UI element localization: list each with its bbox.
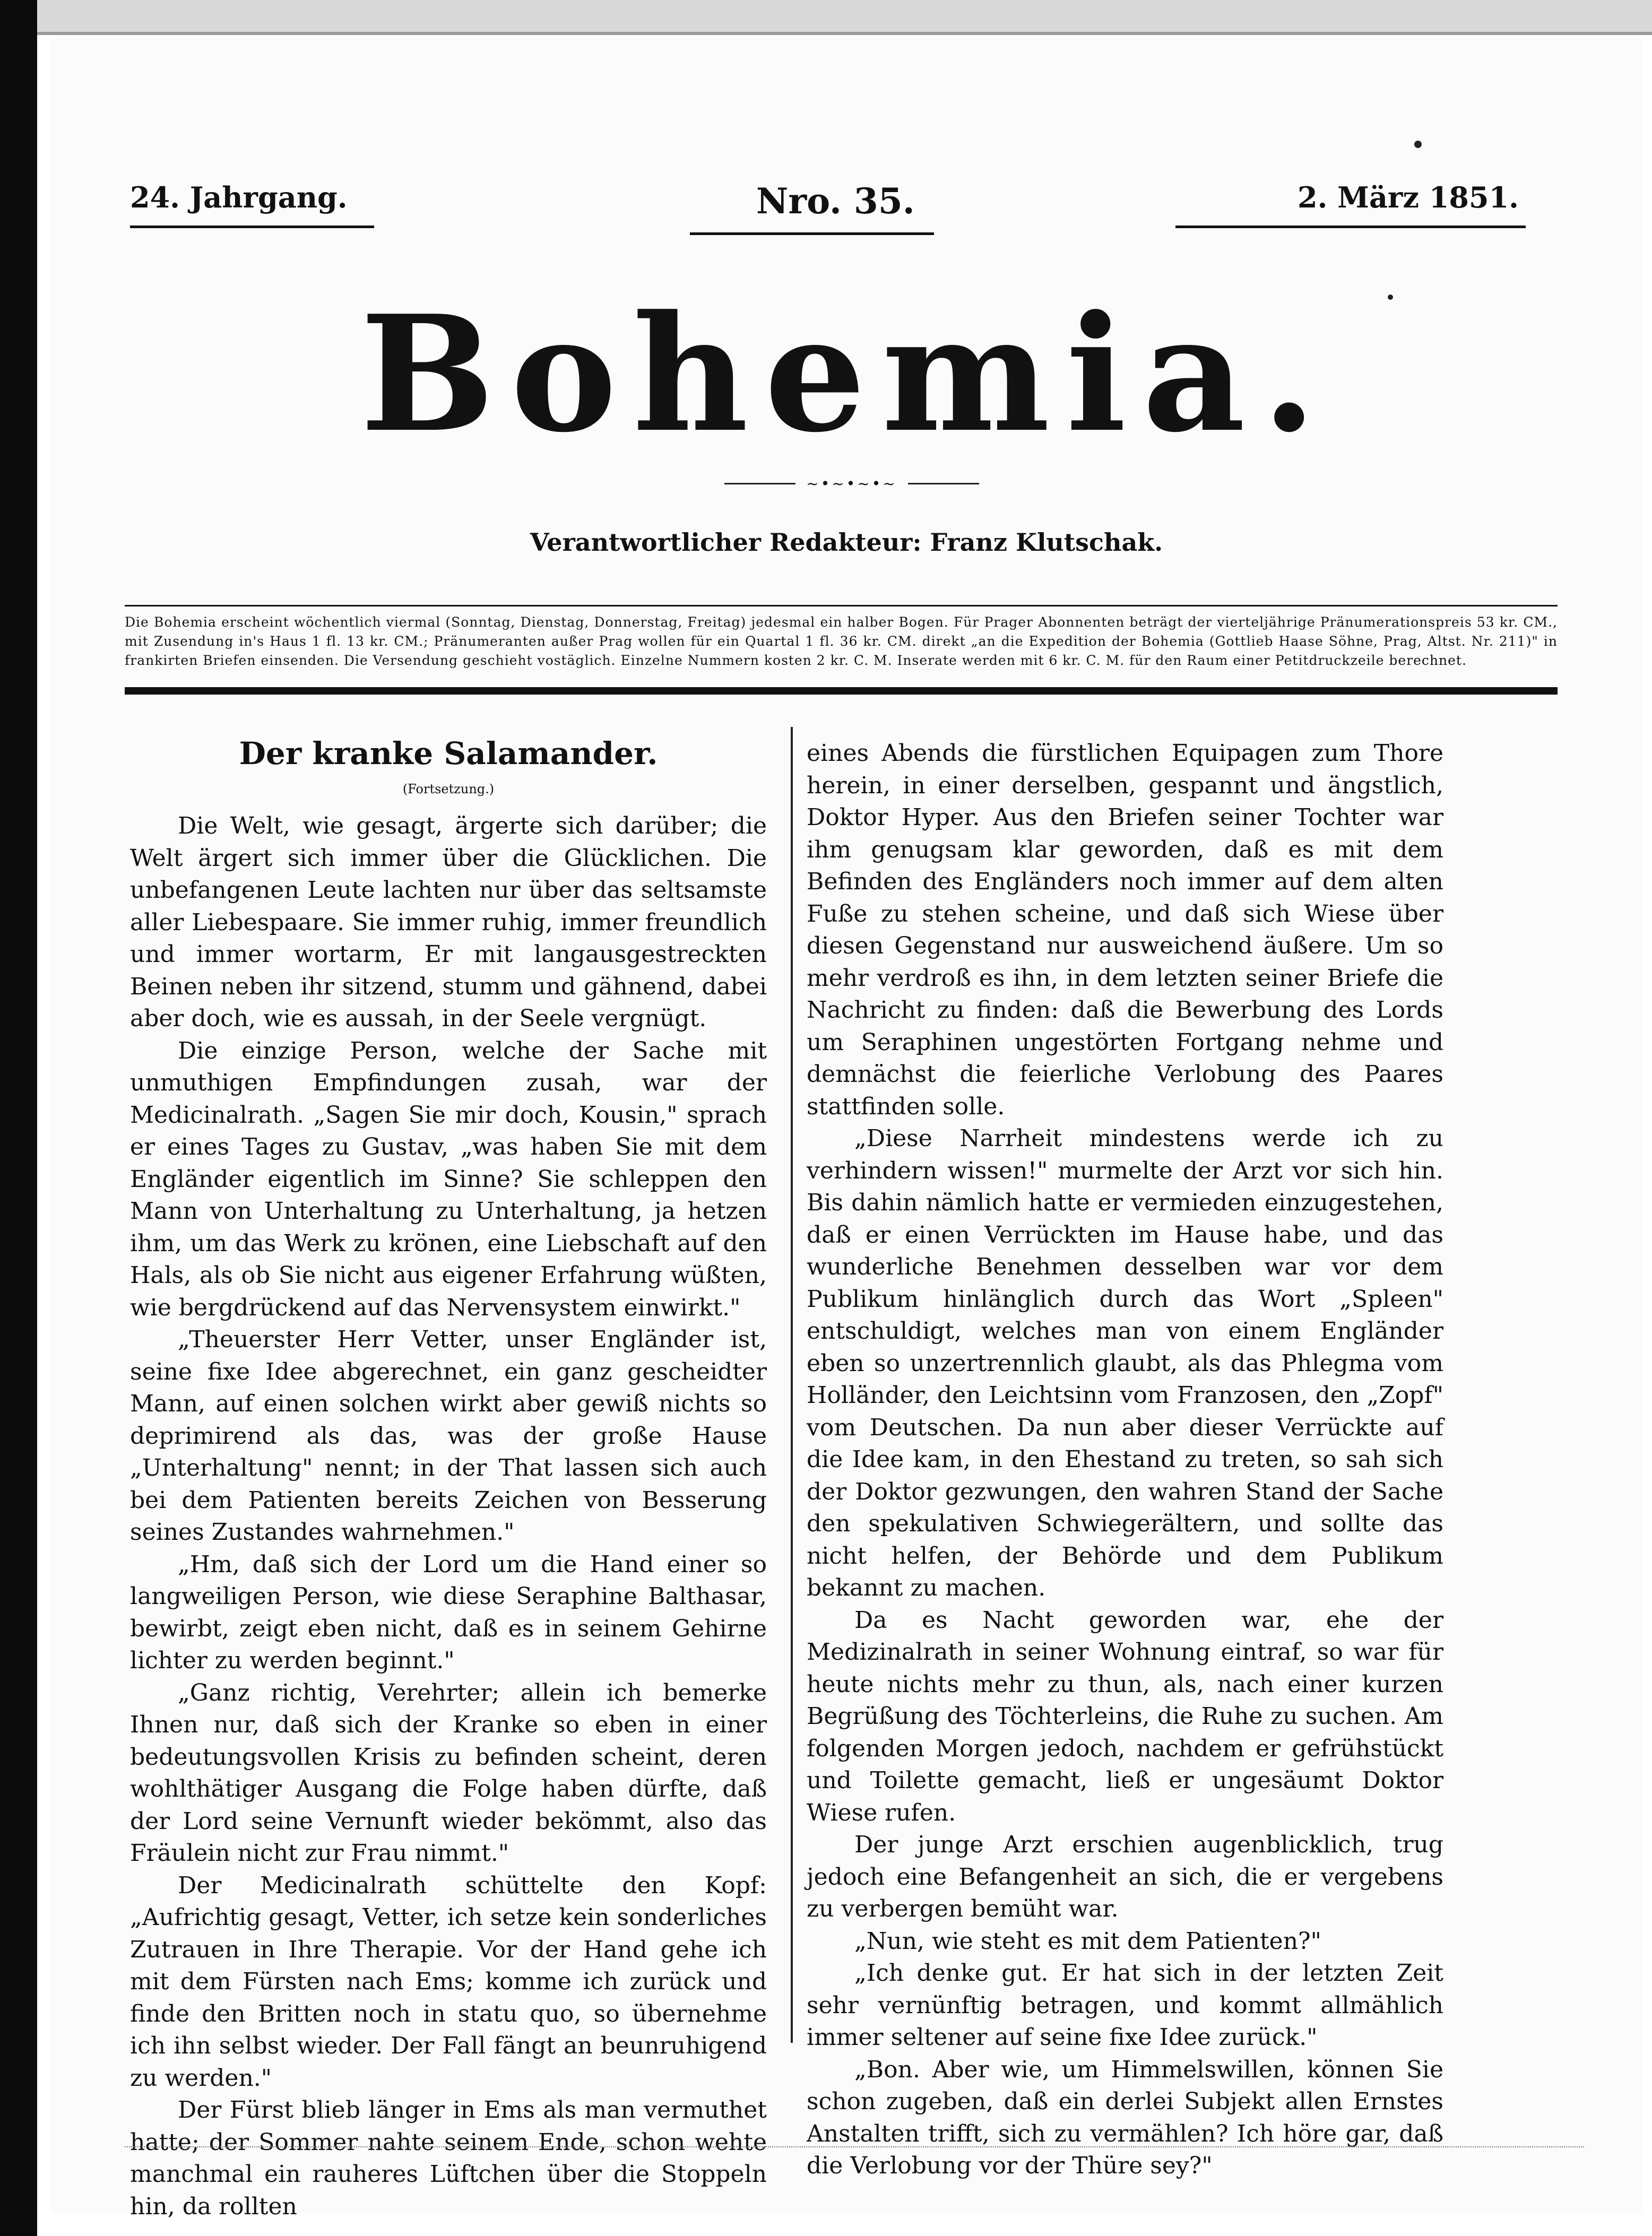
page-bottom-edge	[125, 2146, 1584, 2158]
masthead-row	[130, 180, 1536, 265]
paragraph: Die einzige Person, welche der Sache mit unmuthigen Empfindungen zusah, war der Medicinalrath. „Sagen Sie mir doch, Kousin," sprach er eines Tages zu Gustav, „was haben Sie mit dem Engländer eigentlich im Sinne? Sie schleppen den Mann von Unterhaltung zu Unterhaltung, ja hetzen ihm, um das Werk zu krönen, eine Liebschaft auf den Hals, als ob Sie nicht aus eigener Erfahrung wüßten, wie bergdrückend auf das Nervensystem einwirkt."	[130, 1037, 767, 1321]
subscription-notice: Die Bohemia erscheint wöchentlich viermal (Sonntag, Dienstag, Donnerstag, Freitag) jedesmal ein halber Bogen. Für Prager Abonnenten beträgt der vierteljährige Pränumerationspreis 53 kr. CM., mit Zusendung in's Haus 1 fl. 13 kr. CM.; Pränumeranten außer Prag wollen für ein Quartal 1 fl. 36 kr. CM. direkt „an die Expedition der Bohemia (Gottlieb Haase Söhne, Prag, Altst. Nr. 211)" in frankirten Briefen einsenden. Die Versendung geschieht vostäglich. Einzelne Nummern kosten 2 kr. C. M. Inserate werden mit 6 kr. C. M. für den Raum einer Petitdruckzeile berechnet.	[125, 614, 1558, 668]
continuation-note: (Fortsetzung.)	[402, 781, 495, 796]
paragraph: „Nun, wie steht es mit dem Patienten?"	[854, 1927, 1321, 1955]
ink-speck	[1388, 294, 1393, 300]
article-column-right	[807, 738, 1443, 2182]
newspaper-page	[50, 37, 1642, 2220]
masthead-rule-left	[130, 226, 374, 228]
article-column-left	[130, 735, 767, 2223]
scan-border-top	[37, 0, 1652, 35]
article-title: Der kranke Salamander.	[239, 735, 658, 772]
paragraph: „Ganz richtig, Verehrter; allein ich bemerke Ihnen nur, daß sich der Kranke so eben in einer bedeutungsvollen Krisis zu befinden scheint, deren wohlthätiger Ausgang die Folge haben dürfte, daß der Lord seine Vernunft wieder bekömmt, also das Fräulein nicht zur Frau nimmt."	[130, 1679, 767, 1867]
editor-line: Verantwortlicher Redakteur: Franz Klutschak.	[530, 528, 1163, 557]
paragraph: Die Welt, wie gesagt, ärgerte sich darüber; die Welt ärgert sich immer über die Glücklichen. Die unbefangenen Leute lachten nur über das seltsamste aller Liebespaare. Sie immer ruhig, immer freundlich und immer wortarm, Er mit langausgestreckten Beinen neben ihr sitzend, stumm und gähnend, dabei aber doch, wie es aussah, in der Seele vergnügt.	[130, 812, 767, 1032]
masthead-rule-center	[690, 232, 934, 235]
paragraph: „Diese Narrheit mindestens werde ich zu verhindern wissen!" murmelte der Arzt vor sich hin. Bis dahin nämlich hatte er vermieden einzugestehen, daß er einen Verrückten im Hause habe, und das wunderliche Benehmen desselben war vor dem Publikum hinlänglich durch das Wort „Spleen" entschuldigt, welches man von einem Engländer eben so unzertrennlich glaubt, als das Phlegma vom Holländer, den Leichtsinn vom Franzosen, den „Zopf" vom Deutschen. Da nun aber dieser Verrückte auf die Idee kam, in den Ehestand zu treten, so sah sich der Doktor gezwungen, den wahren Stand der Sache den spekulativen Schwiegerältern, und sollte das nicht helfen, der Behörde und dem Publikum bekannt zu machen.	[807, 1125, 1443, 1601]
ornament-glyph: ~•~•~•~	[795, 475, 907, 492]
paragraph: Der Fürst blieb länger in Ems als man vermuthet hatte; der Sommer nahte seinem Ende, schon wehte manchmal ein rauheres Lüftchen über die Stoppeln hin, da rollten	[130, 2096, 767, 2220]
volume-label: 24. Jahrgang.	[130, 180, 348, 214]
ornament-divider	[724, 475, 979, 492]
newspaper-title: Bohemia.	[360, 280, 1333, 467]
paragraph: eines Abends die fürstlichen Equipagen zum Thore herein, in einer derselben, gespannt und ängstlich, Doktor Hyper. Aus den Briefen seiner Tochter war ihm genugsam klar geworden, daß es mit dem Befinden des Engländers noch immer auf dem alten Fuße zu stehen scheine, und daß sich Wiese über diesen Gegenstand nur ausweichend äußere. Um so mehr verdroß es ihn, in dem letzten seiner Briefe die Nachricht zu finden: daß die Bewerbung des Lords um Seraphinen ungestörten Fortgang nehme und demnächst die feierliche Verlobung des Paares stattfinden solle.	[807, 740, 1443, 1120]
paragraph: „Theuerster Herr Vetter, unser Engländer ist, seine fixe Idee abgerechnet, ein ganz gescheidter Mann, auf einen solchen wirkt aber gewiß nichts so deprimirend als das, was der große Hause „Unterhaltung" nennt; in der That lassen sich auch bei dem Patienten bereits Zeichen von Besserung seines Zustandes wahrnehmen."	[130, 1326, 767, 1546]
paragraph: Da es Nacht geworden war, ehe der Medizinalrath in seiner Wohnung eintraf, so war für heute nichts mehr zu thun, als, nach einer kurzen Begrüßung des Töchterleins, die Ruhe zu suchen. Am folgenden Morgen jedoch, nachdem er gefrühstückt und Toilette gemacht, ließ er ungesäumt Doktor Wiese rufen.	[807, 1606, 1443, 1826]
notice-rule-bottom	[125, 687, 1558, 695]
paragraph: „Bon. Aber wie, um Himmelswillen, können Sie schon zugeben, daß ein derlei Subjekt allen Ernstes Anstalten trifft, sich zu vermählen? Ich höre gar, daß die Verlobung vor der Thüre sey?"	[807, 2056, 1443, 2179]
paragraph: „Hm, daß sich der Lord um die Hand einer so langweiligen Person, wie diese Seraphine Balthasar, bewirbt, zeigt eben nicht, daß es in seinem Gehirne lichter zu werden beginnt."	[130, 1550, 767, 1674]
paragraph: Der Medicinalrath schüttelte den Kopf: „Aufrichtig gesagt, Vetter, ich setze kein sonderliches Zutrauen in Ihre Therapie. Vor der Hand gehe ich mit dem Fürsten nach Ems; komme ich zurück und finde den Britten noch in statu quo, so übernehme ich ihn selbst wieder. Der Fall fängt an beunruhigend zu werden."	[130, 1871, 767, 2092]
paragraph: „Ich denke gut. Er hat sich in der letzten Zeit sehr vernünftig betragen, und kommt allmählich immer seltener auf seine fixe Idee zurück."	[807, 1960, 1443, 2051]
notice-rule-top	[125, 605, 1558, 606]
column-divider	[791, 727, 793, 2043]
scan-border-left	[0, 0, 37, 2236]
issue-date: 2. März 1851.	[1298, 180, 1519, 214]
paragraph: Der junge Arzt erschien augenblicklich, trug jedoch eine Befangenheit an sich, die er vergebens zu verbergen bemüht war.	[807, 1831, 1443, 1922]
masthead-rule-right	[1175, 226, 1526, 228]
issue-number: Nro. 35.	[756, 180, 915, 222]
ink-speck	[1414, 141, 1422, 148]
